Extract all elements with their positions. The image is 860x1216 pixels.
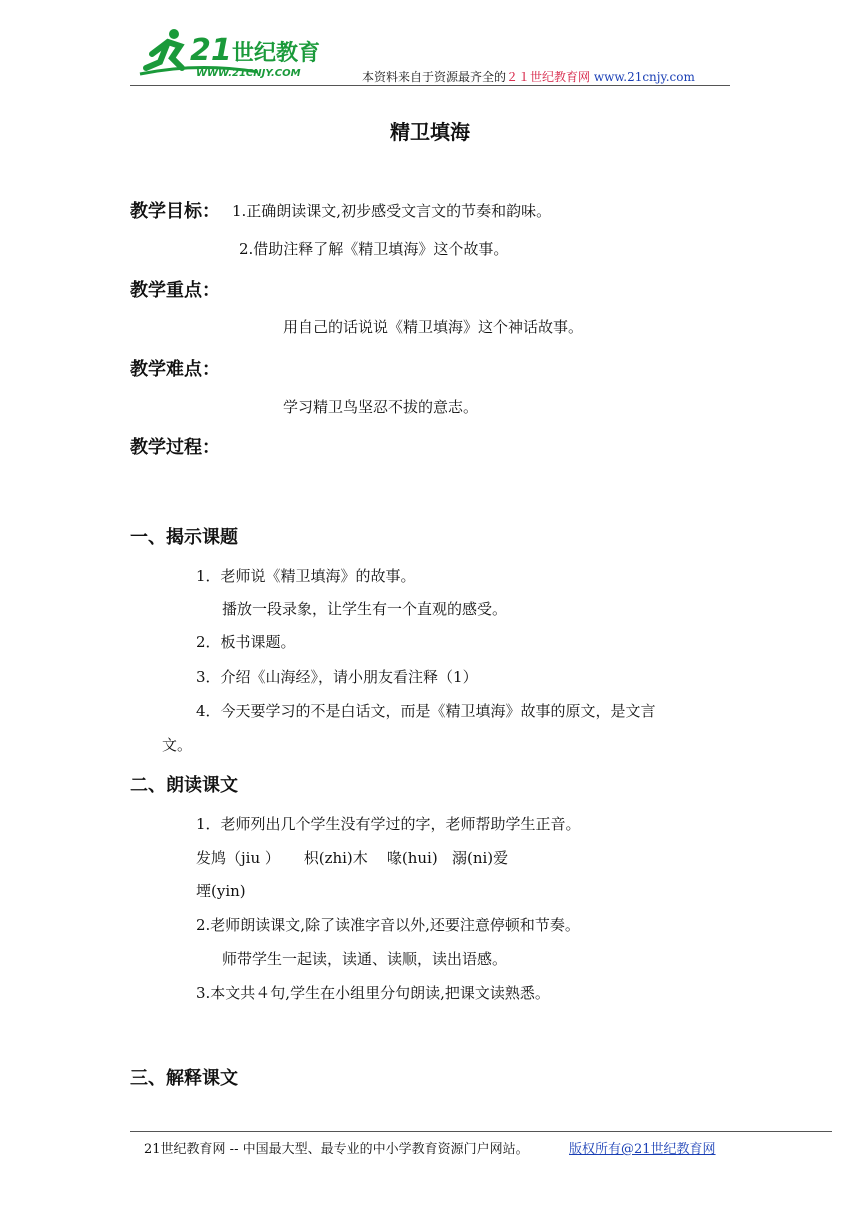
section1-line: 1．老师说《精卫填海》的故事。: [196, 567, 416, 585]
objective-item-2: 2.借助注释了解《精卫填海》这个故事。: [239, 240, 509, 258]
logo-name: 世纪教育: [232, 41, 321, 66]
logo-number: 21: [190, 33, 232, 68]
section2-line: 师带学生一起读，读通、读顺，读出语感。: [222, 950, 508, 968]
section2-heading: 二、朗读课文: [130, 775, 238, 796]
section2-line: 堙(yin): [196, 882, 246, 900]
section3-heading: 三、解释课文: [130, 1068, 238, 1089]
section1-line: 播放一段录象，让学生有一个直观的感受。: [222, 600, 508, 618]
header-note-prefix: 本资料来自于资源最齐全的: [362, 70, 507, 84]
header-url-link[interactable]: www.21cnjy.com: [593, 70, 695, 84]
objectives-label: 教学目标：: [130, 201, 220, 222]
section1-line: 2．板书课题。: [196, 633, 296, 651]
header-note: [362, 68, 695, 85]
key-points-label: 教学重点：: [130, 280, 220, 301]
footer-divider: [130, 1131, 832, 1132]
footer-copyright-link[interactable]: 版权所有@21世纪教育网: [569, 1142, 716, 1157]
section2-line: 1．老师列出几个学生没有学过的字，老师帮助学生正音。: [196, 815, 581, 833]
document-title: 精卫填海: [390, 120, 470, 144]
header-site-link[interactable]: ２１世纪教育网: [506, 70, 591, 84]
process-label: 教学过程：: [130, 437, 220, 458]
section1-line: 3．介绍《山海经》，请小朋友看注释（1）: [196, 668, 478, 686]
section1-line: 文。: [162, 736, 193, 754]
logo-url: WWW.21CNJY.COM: [196, 68, 301, 79]
section1-heading: 一、揭示课题: [130, 527, 238, 548]
section2-line: 发鸠（jiu ） 枳(zhi)木 喙(hui) 溺(ni)爱: [196, 849, 509, 867]
objective-item-1: 1.正确朗读课文,初步感受文言文的节奏和韵味。: [232, 202, 552, 220]
header-divider: [130, 85, 730, 86]
section2-line: 3.本文共４句,学生在小组里分句朗读,把课文读熟悉。: [196, 984, 550, 1002]
difficulties-label: 教学难点：: [130, 359, 220, 380]
section2-line: 2.老师朗读课文,除了读准字音以外,还要注意停顿和节奏。: [196, 916, 580, 934]
runner-icon: [138, 24, 338, 82]
footer-text: 21世纪教育网 -- 中国最大型、最专业的中小学教育资源门户网站。: [144, 1142, 529, 1157]
site-logo[interactable]: [138, 24, 338, 82]
difficulties-text: 学习精卫鸟坚忍不拔的意志。: [283, 398, 479, 416]
key-points-text: 用自己的话说说《精卫填海》这个神话故事。: [283, 318, 584, 336]
section1-line: 4．今天要学习的不是白话文，而是《精卫填海》故事的原文，是文言: [196, 702, 656, 720]
